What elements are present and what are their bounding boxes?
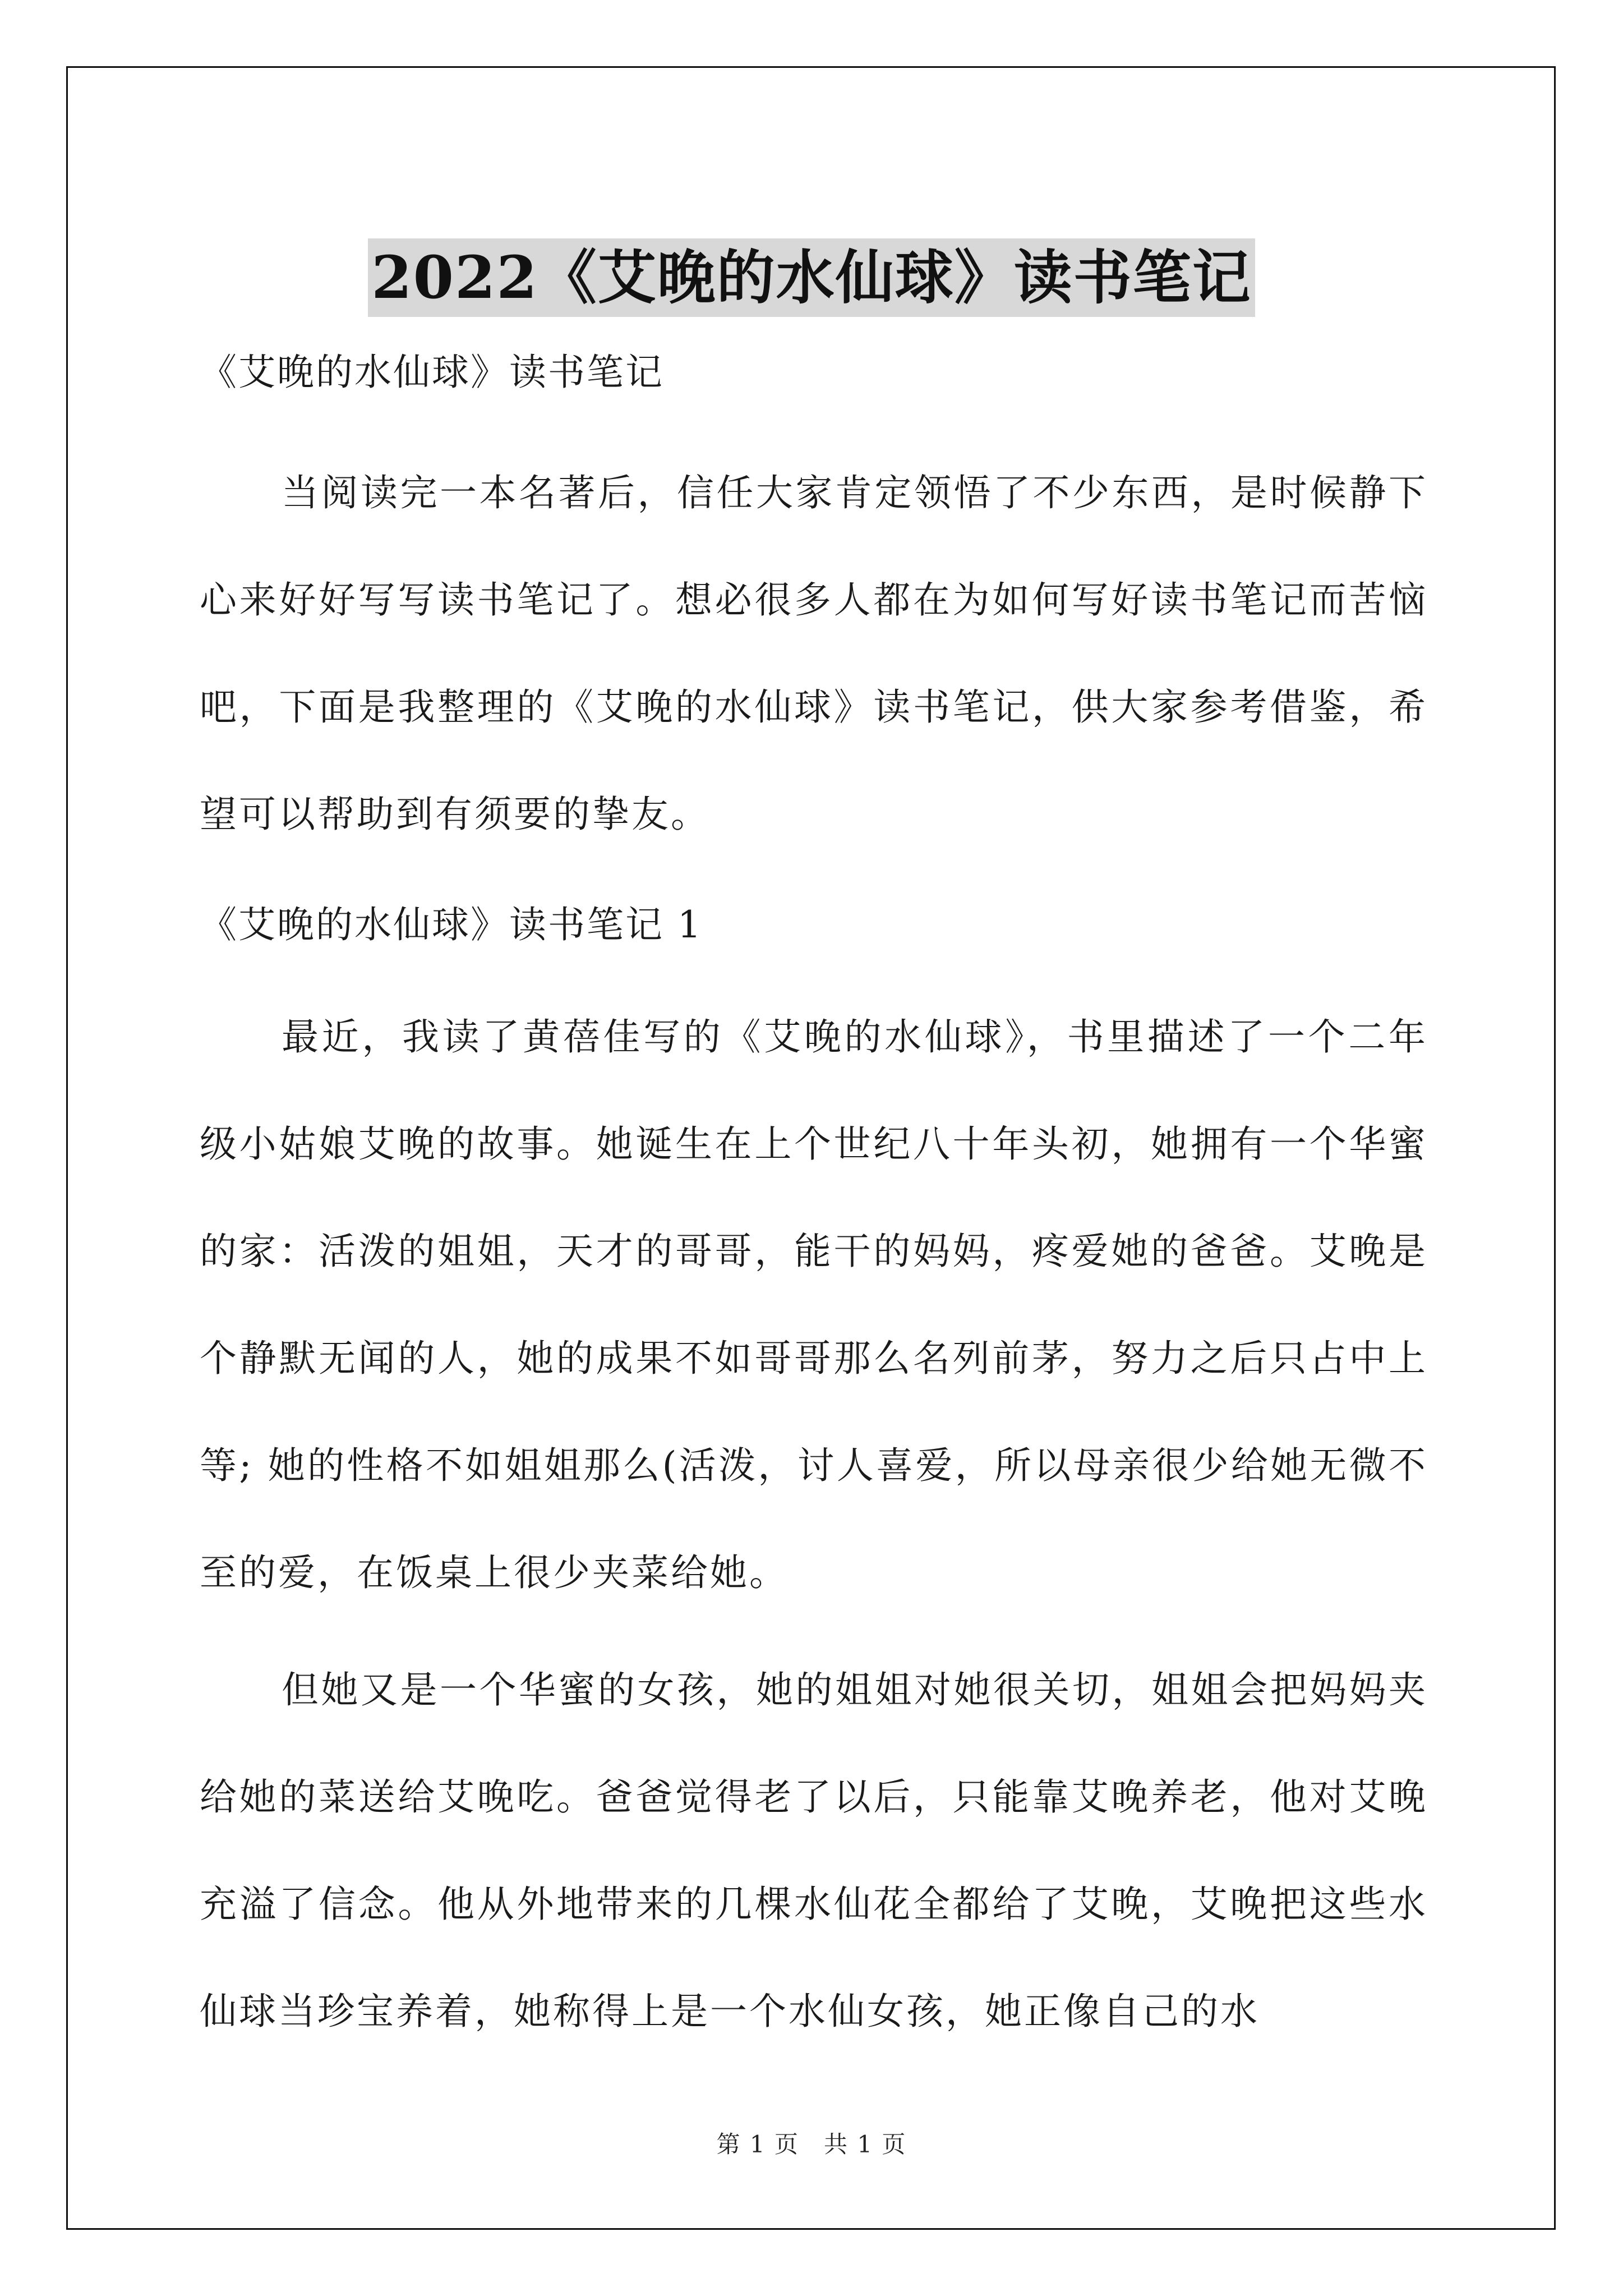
intro-paragraph: 当阅读完一本名著后，信任大家肯定领悟了不少东西，是时候静下心来好好写写读书笔记了。想必很多人都在为如何写好读书笔记而苦恼吧，下面是我整理的《艾晚的水仙球》读书笔记，供大家参考借鉴，希望可以帮助到有须要的挚友。	[200, 471, 1428, 836]
page-footer: 第 1 页 共 1 页	[716, 2131, 907, 2158]
document-title: 2022《艾晚的水仙球》读书笔记	[368, 238, 1255, 317]
body-paragraph-1: 最近，我读了黄蓓佳写的《艾晚的水仙球》，书里描述了一个二年级小姑娘艾晚的故事。她诞生在上个世纪八十年头初，她拥有一个华蜜的家：活泼的姐姐，天才的哥哥，能干的妈妈，疼爱她的爸爸。艾晚是个静默无闻的人，她的成果不如哥哥那么名列前茅，努力之后只占中上等; 她的性格不如姐姐那么(活泼，讨人喜爱，所以母亲很少给她无微不至的爱，在饭桌上很少夹菜给她。	[200, 1015, 1428, 1594]
document-body	[200, 348, 1428, 2065]
section-heading-note-1: 《艾晚的水仙球》读书笔记 1	[200, 903, 703, 946]
body-paragraph-2: 但她又是一个华蜜的女孩，她的姐姐对她很关切，姐姐会把妈妈夹给她的菜送给艾晚吃。爸爸觉得老了以后，只能靠艾晚养老，他对艾晚充溢了信念。他从外地带来的几棵水仙花全都给了艾晚，艾晚把这些水仙球当珍宝养着，她称得上是一个水仙女孩，她正像自己的水	[200, 1668, 1428, 2033]
section-heading-main: 《艾晚的水仙球》读书笔记	[200, 351, 664, 394]
title-container	[0, 199, 1623, 356]
